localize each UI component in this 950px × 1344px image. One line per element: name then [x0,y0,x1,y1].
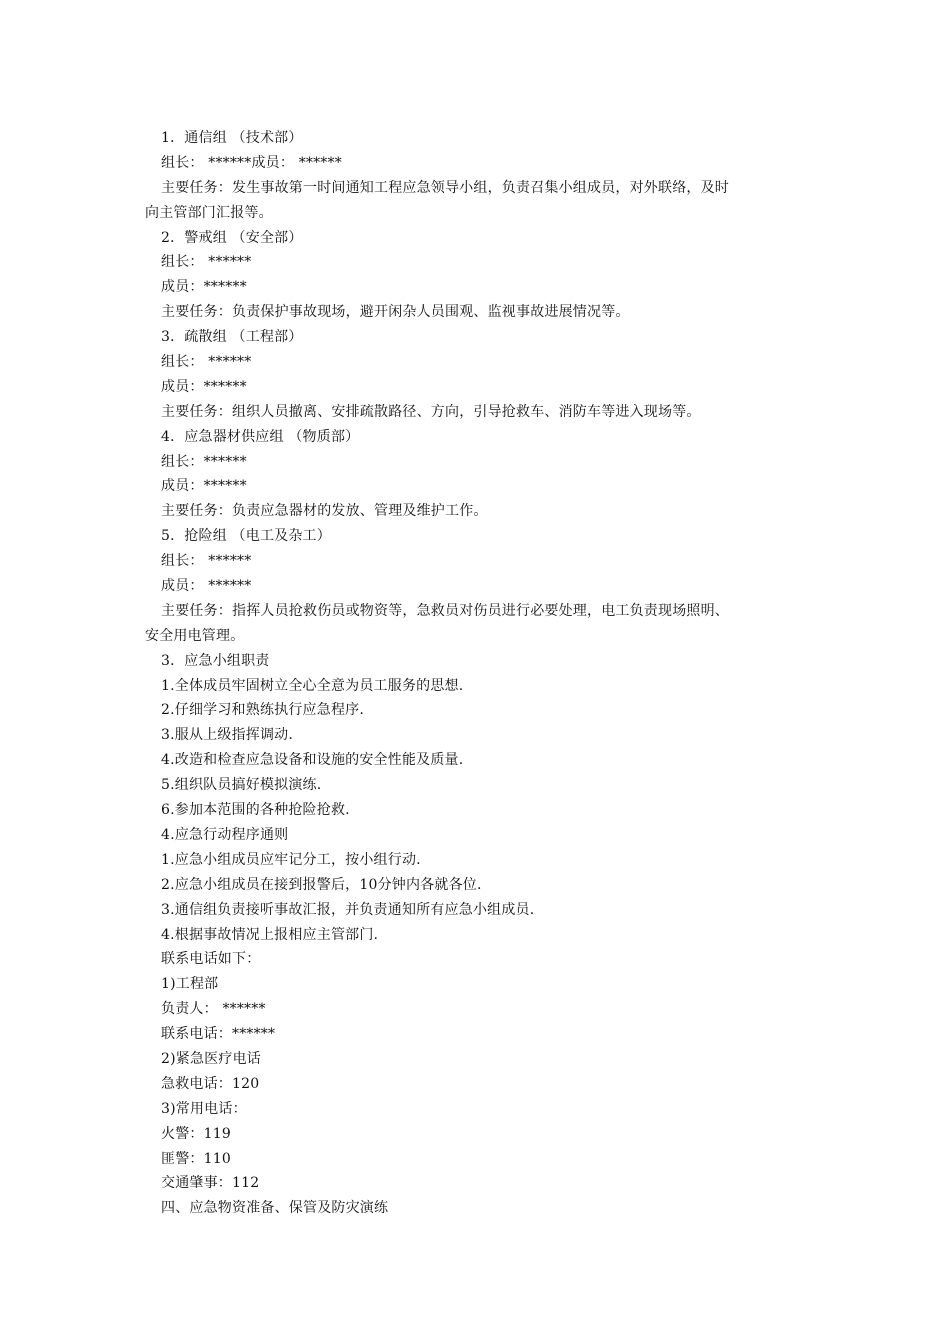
text-line: 主要任务：组织人员撤离、安排疏散路径、方向，引导抢救车、消防车等进入现场等。 [161,403,701,420]
text-line: 1)工程部 [161,976,219,993]
text-line: 4.根据事故情况上报相应主管部门. [161,926,379,943]
text-line: 成员：****** [161,478,247,495]
text-line: 成员： ****** [161,578,252,595]
text-line: 1．通信组 （技术部） [161,130,303,146]
text-line: 5.组织队员搞好模拟演练. [161,777,322,794]
text-line: 2)紧急医疗电话 [161,1050,261,1067]
text-line: 向主管部门汇报等。 [145,204,273,221]
document-body [145,126,805,1221]
text-line: 1.应急小组成员应牢记分工，按小组行动. [161,851,421,868]
text-line: 3．应急小组职责 [161,652,270,669]
text-line: 4．应急器材供应组 （物质部） [161,428,360,445]
text-line: 1.全体成员牢固树立全心全意为员工服务的思想. [161,677,464,694]
text-line: 6.参加本范围的各种抢险抢救. [161,802,350,819]
text-line: 交通肇事：112 [161,1175,260,1192]
text-line: 3．疏散组 （工程部） [161,329,303,346]
text-line: 主要任务：发生事故第一时间通知工程应急领导小组，负责召集小组成员，对外联络，及时 [161,179,729,196]
text-line: 联系电话如下： [161,951,261,968]
text-line: 火警：119 [161,1125,231,1142]
text-line: 联系电话：****** [161,1026,276,1043]
text-line: 组长： ****** [161,254,252,271]
text-line: 主要任务：指挥人员抢救伤员或物资等，急救员对伤员进行必要处理，电工负责现场照明、 [161,602,729,619]
text-line: 3)常用电话： [161,1100,247,1117]
text-line: 负责人： ****** [161,1001,266,1018]
text-line: 2.仔细学习和熟练执行应急程序. [161,702,365,719]
text-line: 组长：****** [161,453,247,470]
text-line: 4.改造和检查应急设备和设施的安全性能及质量. [161,752,464,769]
text-line: 四、应急物资准备、保管及防灾演练 [161,1200,389,1217]
text-line: 成员：****** [161,279,247,296]
text-line: 主要任务：负责应急器材的发放、管理及维护工作。 [161,503,488,520]
text-line: 3.服从上级指挥调动. [161,727,294,744]
text-line: 2．警戒组 （安全部） [161,229,303,246]
text-line: 匪警：110 [161,1150,231,1167]
text-line: 4.应急行动程序通则 [161,826,289,843]
text-line: 5．抢险组 （电工及杂工） [161,528,331,545]
text-line: 安全用电管理。 [145,627,245,644]
text-line: 主要任务：负责保护事故现场，避开闲杂人员围观、监视事故进展情况等。 [161,304,630,321]
text-line: 3.通信组负责接听事故汇报，并负责通知所有应急小组成员. [161,901,535,918]
text-line: 成员：****** [161,378,247,395]
text-line: 组长： ****** [161,553,252,570]
text-line: 2.应急小组成员在接到报警后，10分钟内各就各位. [161,876,482,893]
text-line: 组长： ******成员： ****** [161,154,342,171]
text-line: 急救电话：120 [161,1075,260,1092]
text-line: 组长： ****** [161,354,252,371]
